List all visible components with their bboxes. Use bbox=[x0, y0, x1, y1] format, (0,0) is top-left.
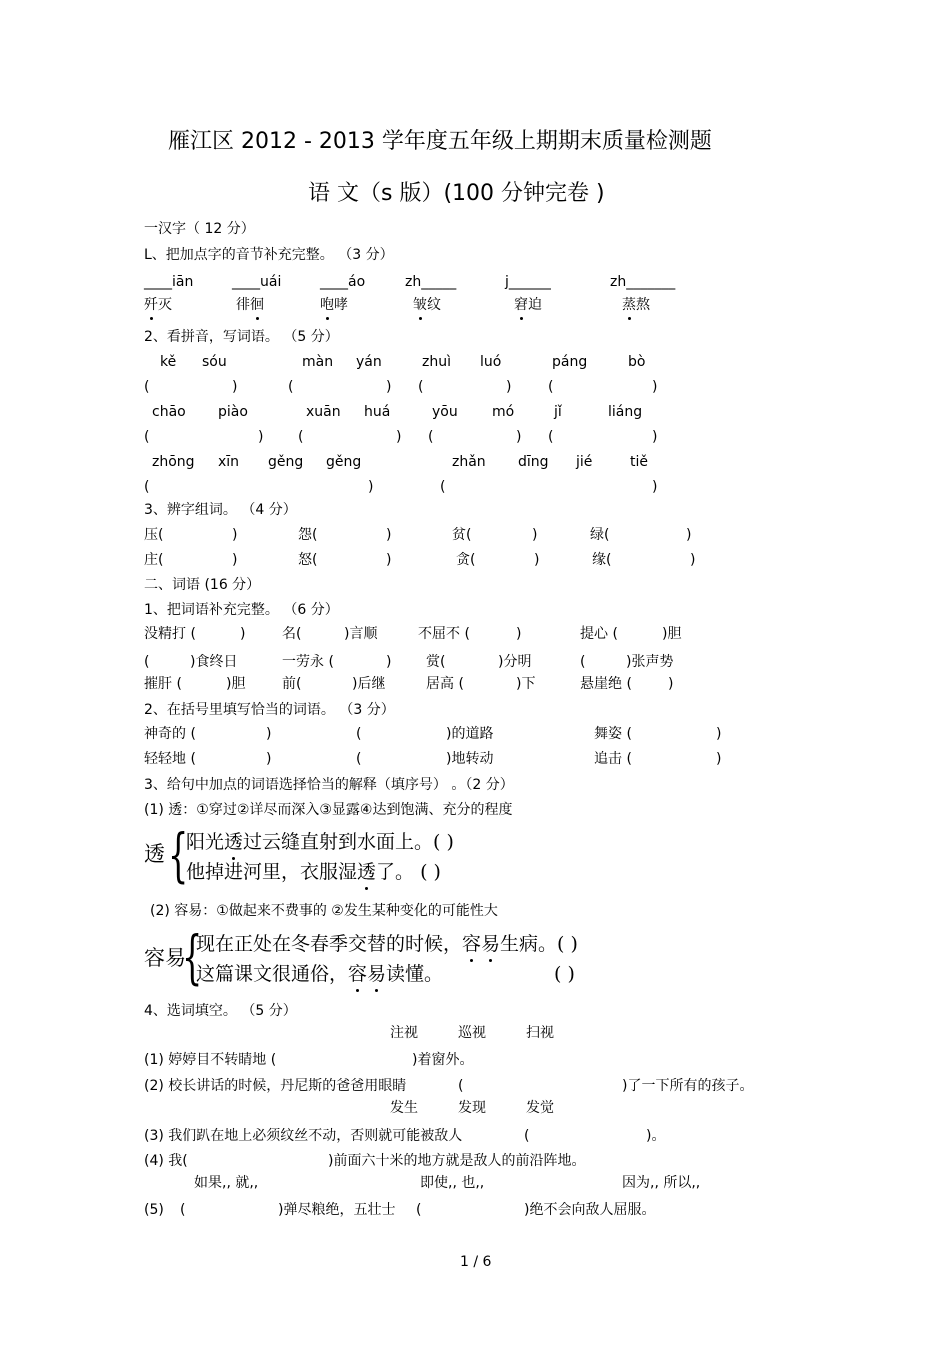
char-compose[interactable]: 绿( bbox=[590, 527, 610, 543]
idiom-item[interactable]: 提心 ( bbox=[580, 626, 618, 642]
blank-5[interactable]: j______ bbox=[505, 274, 551, 290]
answer-paren[interactable]: ) bbox=[232, 552, 238, 568]
fill-sentence-2: (2) 校长讲话的时候，丹尼斯的爸爸用眼睛 bbox=[144, 1078, 407, 1094]
question-1-3: 3、辨字组词。 （4 分） bbox=[144, 502, 297, 518]
word-2: 徘徊 bbox=[236, 297, 264, 313]
pinyin: màn bbox=[302, 354, 334, 370]
blank-3[interactable]: ____áo bbox=[320, 274, 366, 290]
answer-paren[interactable]: ( bbox=[144, 479, 150, 495]
blank-2[interactable]: ____uái bbox=[232, 274, 282, 290]
idiom-item[interactable]: )下 bbox=[516, 676, 536, 692]
fill-item[interactable]: ( bbox=[356, 726, 362, 742]
answer-paren[interactable]: ) bbox=[652, 429, 658, 445]
answer-paren[interactable]: ( bbox=[548, 429, 554, 445]
idiom-item[interactable]: )食终日 bbox=[190, 654, 238, 670]
answer-paren[interactable]: ) bbox=[386, 527, 392, 543]
answer-paren[interactable]: ) bbox=[652, 379, 658, 395]
fill-item[interactable]: 舞姿 ( bbox=[594, 726, 632, 742]
pinyin: luó bbox=[480, 354, 502, 370]
question-2-3-1: (1) 透：①穿过②详尽而深入③显露④达到饱满、充分的程度 bbox=[144, 802, 513, 818]
brace-icon: { bbox=[168, 821, 189, 889]
question-2-4: 4、选词填空。 （5 分） bbox=[144, 1003, 297, 1019]
idiom-item[interactable]: )分明 bbox=[498, 654, 532, 670]
answer-paren[interactable]: ) bbox=[396, 429, 402, 445]
idiom-item[interactable]: ) bbox=[516, 626, 522, 642]
idiom-item[interactable]: )胆 bbox=[226, 676, 246, 692]
answer-paren[interactable]: ) bbox=[368, 479, 374, 495]
answer-paren[interactable]: ( bbox=[548, 379, 554, 395]
answer-paren[interactable]: ) bbox=[258, 429, 264, 445]
answer-paren[interactable]: ( bbox=[144, 429, 150, 445]
answer-paren[interactable]: ) bbox=[534, 552, 540, 568]
pinyin: sóu bbox=[202, 354, 227, 370]
pinyin: bò bbox=[628, 354, 646, 370]
pinyin: xīn bbox=[218, 454, 240, 470]
section-2-heading: 二、词语 (16 分） bbox=[144, 577, 261, 593]
blank-4[interactable]: zh_____ bbox=[405, 274, 457, 290]
char-compose[interactable]: 庄( bbox=[144, 552, 164, 568]
pinyin: jié bbox=[576, 454, 593, 470]
answer-paren[interactable]: ) bbox=[232, 379, 238, 395]
question-2-2: 2、在括号里填写恰当的词语。 （3 分） bbox=[144, 702, 395, 718]
idiom-item[interactable]: 摧肝 ( bbox=[144, 676, 182, 692]
answer-paren[interactable]: ( bbox=[144, 379, 150, 395]
sentence-tou-2: 他掉进河里，衣服湿透了。 ( ) bbox=[186, 861, 441, 883]
char-compose[interactable]: 怨( bbox=[298, 527, 318, 543]
fill-item[interactable]: ) bbox=[716, 751, 722, 767]
idiom-item[interactable]: 居高 ( bbox=[426, 676, 464, 692]
blank-1[interactable]: ____iān bbox=[144, 274, 194, 290]
word-6: 蒸熬 bbox=[622, 297, 650, 313]
fill-sentence-5-end: )绝不会向敌人屈服。 bbox=[524, 1202, 656, 1218]
answer-paren[interactable]: ) bbox=[516, 429, 522, 445]
sentence-tou-1: 阳光透过云缝直射到水面上。( ) bbox=[186, 831, 454, 853]
pinyin: zhuì bbox=[422, 354, 451, 370]
word-option: 发觉 bbox=[526, 1100, 554, 1116]
fill-item[interactable]: )地转动 bbox=[446, 751, 494, 767]
question-2-1: 1、把词语补充完整。 （6 分） bbox=[144, 602, 339, 618]
blank-6[interactable]: zh_______ bbox=[610, 274, 676, 290]
fill-sentence-5: (5) bbox=[144, 1202, 164, 1218]
answer-paren[interactable]: ( bbox=[524, 1128, 530, 1144]
idiom-item[interactable]: 不屈不 ( bbox=[418, 626, 470, 642]
answer-paren[interactable]: ( bbox=[416, 1202, 422, 1218]
answer-paren[interactable]: ) bbox=[386, 552, 392, 568]
idiom-item[interactable]: ) bbox=[386, 654, 392, 670]
fill-sentence-1: (1) 婷婷目不转睛地 ( bbox=[144, 1052, 277, 1068]
fill-item[interactable]: ) bbox=[266, 751, 272, 767]
answer-paren[interactable]: ) bbox=[686, 527, 692, 543]
answer-paren[interactable]: ( ) bbox=[554, 963, 575, 985]
idiom-item[interactable]: ( bbox=[144, 654, 150, 670]
idiom-item[interactable]: )张声势 bbox=[626, 654, 674, 670]
pinyin: yōu bbox=[432, 404, 458, 420]
fill-item[interactable]: ) bbox=[716, 726, 722, 742]
char-compose[interactable]: 贫( bbox=[452, 527, 472, 543]
word-option: 如果,, 就,, bbox=[194, 1175, 259, 1191]
pinyin: mó bbox=[492, 404, 515, 420]
section-1-heading: 一汉字（ 12 分） bbox=[144, 221, 255, 237]
word-option: 发生 bbox=[390, 1100, 418, 1116]
word-rongyi: 容易 bbox=[144, 946, 186, 970]
fill-sentence-4: (4) 我( bbox=[144, 1153, 188, 1169]
pinyin: chāo bbox=[152, 404, 186, 420]
idiom-item[interactable]: 一劳永 ( bbox=[282, 654, 334, 670]
word-option: 因为,, 所以,, bbox=[622, 1175, 701, 1191]
fill-item[interactable]: ) bbox=[266, 726, 272, 742]
idiom-item[interactable]: )后继 bbox=[352, 676, 386, 692]
pinyin: kě bbox=[160, 354, 177, 370]
page-subtitle: 语 文（s 版）(100 分钟完卷 ) bbox=[308, 181, 605, 206]
idiom-item[interactable]: 前( bbox=[282, 676, 302, 692]
word-tou: 透 bbox=[144, 842, 165, 866]
char-compose[interactable]: 压( bbox=[144, 527, 164, 543]
pinyin: gěng bbox=[326, 454, 362, 470]
pinyin: dīng bbox=[518, 454, 549, 470]
answer-paren[interactable]: ( bbox=[180, 1202, 186, 1218]
pinyin: tiě bbox=[630, 454, 648, 470]
fill-item[interactable]: ( bbox=[356, 751, 362, 767]
pinyin: jǐ bbox=[554, 404, 562, 420]
pinyin: huá bbox=[364, 404, 391, 420]
answer-paren[interactable]: ) bbox=[652, 479, 658, 495]
answer-paren[interactable]: ( bbox=[288, 379, 294, 395]
pinyin: gěng bbox=[268, 454, 304, 470]
pinyin: liáng bbox=[608, 404, 643, 420]
answer-paren[interactable]: ) bbox=[386, 379, 392, 395]
pinyin: zhǎn bbox=[452, 454, 486, 470]
idiom-item[interactable]: ) bbox=[240, 626, 246, 642]
word-option: 巡视 bbox=[458, 1025, 486, 1041]
word-option: 扫视 bbox=[526, 1025, 554, 1041]
fill-item[interactable]: 神奇的 ( bbox=[144, 726, 196, 742]
fill-sentence-5-mid: )弹尽粮绝，五壮士 bbox=[278, 1202, 396, 1218]
pinyin: yán bbox=[356, 354, 382, 370]
answer-paren[interactable]: ) bbox=[232, 527, 238, 543]
sentence-rongyi-2: 这篇课文很通俗，容易读懂。 bbox=[196, 963, 444, 985]
answer-paren[interactable]: ) bbox=[690, 552, 696, 568]
answer-paren[interactable]: ) bbox=[532, 527, 538, 543]
pinyin: piào bbox=[218, 404, 248, 420]
char-compose[interactable]: 怒( bbox=[298, 552, 318, 568]
word-4: 皱纹 bbox=[413, 297, 441, 313]
fill-sentence-2-end: )了一下所有的孩子。 bbox=[622, 1078, 754, 1094]
word-5: 窘迫 bbox=[514, 297, 542, 313]
fill-sentence-4-end: )前面六十米的地方就是敌人的前沿阵地。 bbox=[328, 1153, 586, 1169]
answer-paren[interactable]: ) bbox=[506, 379, 512, 395]
page-number: 1 / 6 bbox=[460, 1254, 492, 1270]
word-1: 歼灭 bbox=[144, 297, 172, 313]
word-option: 即使,, 也,, bbox=[420, 1175, 485, 1191]
word-option: 发现 bbox=[458, 1100, 486, 1116]
fill-item[interactable]: )的道路 bbox=[446, 726, 494, 742]
answer-paren[interactable]: ( bbox=[458, 1078, 464, 1094]
idiom-item[interactable]: 赏( bbox=[426, 654, 446, 670]
answer-paren[interactable]: ( bbox=[440, 479, 446, 495]
fill-item[interactable]: 追击 ( bbox=[594, 751, 632, 767]
idiom-item[interactable]: 悬崖绝 ( bbox=[580, 676, 632, 692]
fill-sentence-3-end: )。 bbox=[646, 1128, 666, 1144]
idiom-item[interactable]: 没精打 ( bbox=[144, 626, 196, 642]
page-title: 雁江区 2012 - 2013 学年度五年级上期期末质量检测题 bbox=[168, 129, 712, 154]
idiom-item[interactable]: ( bbox=[580, 654, 586, 670]
answer-paren[interactable]: ( bbox=[418, 379, 424, 395]
idiom-item[interactable]: 名( bbox=[282, 626, 302, 642]
idiom-item[interactable]: )胆 bbox=[662, 626, 682, 642]
pinyin: páng bbox=[552, 354, 588, 370]
char-compose[interactable]: 贪( bbox=[456, 552, 476, 568]
pinyin: xuān bbox=[306, 404, 341, 420]
brace-icon: { bbox=[182, 923, 203, 991]
fill-sentence-1-end: )着窗外。 bbox=[412, 1052, 474, 1068]
idiom-item[interactable]: )言顺 bbox=[344, 626, 378, 642]
word-option: 注视 bbox=[390, 1025, 418, 1041]
answer-paren[interactable]: ( bbox=[428, 429, 434, 445]
question-1-2: 2、看拼音，写词语。 （5 分） bbox=[144, 329, 339, 345]
sentence-rongyi-1: 现在正处在冬春季交替的时候，容易生病。( ) bbox=[196, 933, 578, 955]
idiom-item[interactable]: ) bbox=[668, 676, 674, 692]
word-3: 咆哮 bbox=[320, 297, 348, 313]
fill-sentence-3: (3) 我们趴在地上必须纹丝不动，否则就可能被敌人 bbox=[144, 1128, 463, 1144]
fill-item[interactable]: 轻轻地 ( bbox=[144, 751, 196, 767]
char-compose[interactable]: 缘( bbox=[592, 552, 612, 568]
question-2-3: 3、给句中加点的词语选择恰当的解释（填序号） 。（2 分） bbox=[144, 777, 514, 793]
question-2-3-2: (2) 容易：①做起来不费事的 ②发生某种变化的可能性大 bbox=[150, 903, 498, 919]
question-1-1: L、把加点字的音节补充完整。 （3 分） bbox=[144, 247, 394, 263]
pinyin: zhōng bbox=[152, 454, 195, 470]
answer-paren[interactable]: ( bbox=[298, 429, 304, 445]
